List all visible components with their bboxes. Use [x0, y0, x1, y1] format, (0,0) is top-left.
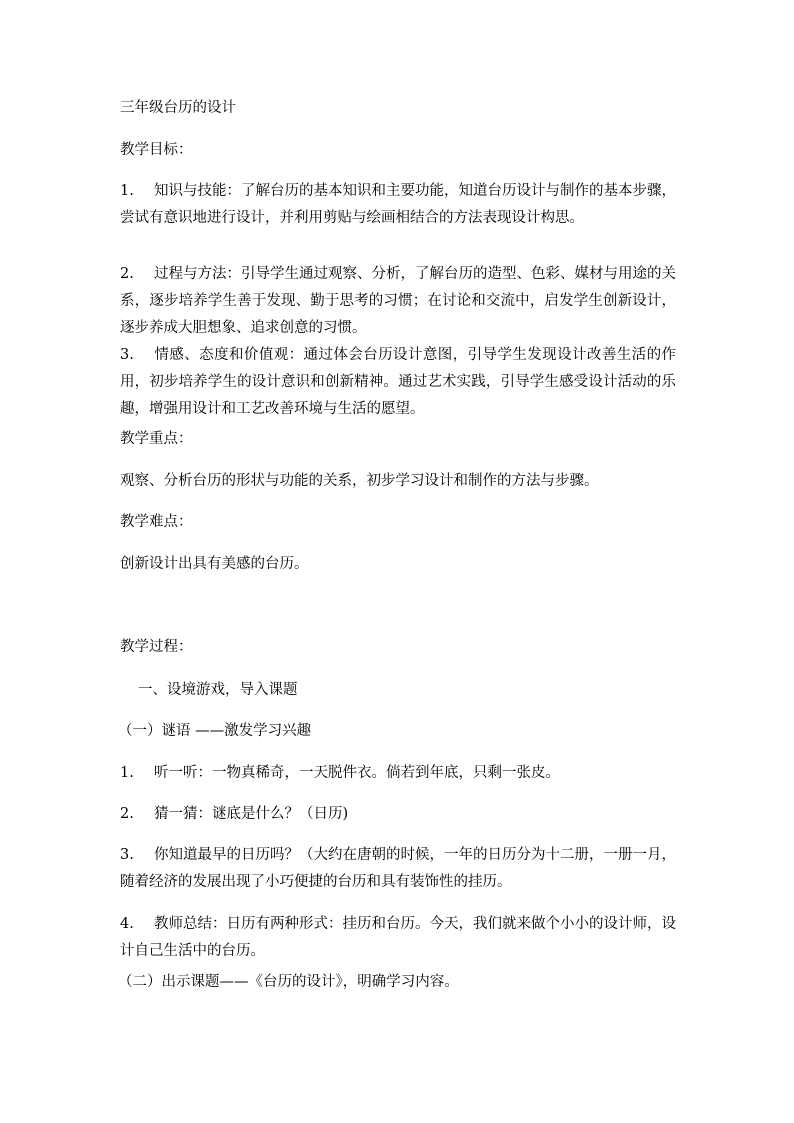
process-item-3 [120, 842, 676, 896]
objective-text-3: 情感、态度和价值观：通过体会台历设计意图，引导学生发现设计改善生活的作用，初步培养学生的设计意识和创新精神。通过艺术实践，引导学生感受设计活动的乐趣，增强用设计和工艺改善环境与生活的愿望。 [120, 347, 676, 417]
process-text-2: 猜一猜：谜底是什么？（日历) [154, 806, 349, 822]
process-text-4: 教师总结：日历有两种形式：挂历和台历。今天，我们就来做个小小的设计师，设计自己生活中的台历。 [120, 916, 676, 959]
process-number-3: 3. [120, 847, 134, 863]
process-item-2 [120, 801, 676, 827]
process-number-4: 4. [120, 916, 134, 932]
objective-item-2 [120, 261, 676, 342]
process-item-4 [120, 911, 676, 965]
process-text-1: 听一听：一物真稀奇，一天脱件衣。倘若到年底，只剩一张皮。 [154, 765, 560, 781]
process-subsection-1: （一）谜语 ——激发学习兴趣 [118, 723, 312, 739]
objective-item-1 [120, 178, 676, 232]
key-point-heading: 教学重点： [120, 431, 193, 447]
difficulty-text: 创新设计出具有美感的台历。 [120, 556, 309, 572]
process-section-1: 一、设境游戏，导入课题 [138, 682, 298, 698]
objective-number-2: 2. [120, 266, 134, 282]
process-heading: 教学过程： [120, 639, 193, 655]
document-title: 三年级台历的设计 [120, 100, 236, 116]
process-number-2: 2. [120, 806, 134, 822]
objective-number-1: 1. [120, 183, 134, 199]
key-point-text: 观察、分析台历的形状与功能的关系，初步学习设计和制作的方法与步骤。 [120, 473, 599, 489]
difficulty-heading: 教学难点： [120, 514, 193, 530]
process-text-3: 你知道最早的日历吗？（大约在唐朝的时候，一年的日历分为十二册，一册一月，随着经济的发展出现了小巧便捷的台历和具有装饰性的挂历。 [120, 847, 676, 890]
objective-number-3: 3. [120, 347, 134, 363]
objectives-heading: 教学目标： [120, 142, 193, 158]
process-item-1 [120, 760, 676, 786]
process-subsection-2: （二）出示课题——《台历的设计》，明确学习内容。 [118, 974, 459, 990]
objective-text-1: 知识与技能：了解台历的基本知识和主要功能，知道台历设计与制作的基本步骤，尝试有意识地进行设计，并利用剪贴与绘画相结合的方法表现设计构思。 [120, 183, 676, 226]
objective-text-2: 过程与方法：引导学生通过观察、分析，了解台历的造型、色彩、媒材与用途的关系，逐步培养学生善于发现、勤于思考的习惯；在讨论和交流中，启发学生创新设计，逐步养成大胆想象、追求创意的习惯。 [120, 266, 676, 336]
objective-item-3 [120, 342, 676, 423]
process-number-1: 1. [120, 765, 134, 781]
